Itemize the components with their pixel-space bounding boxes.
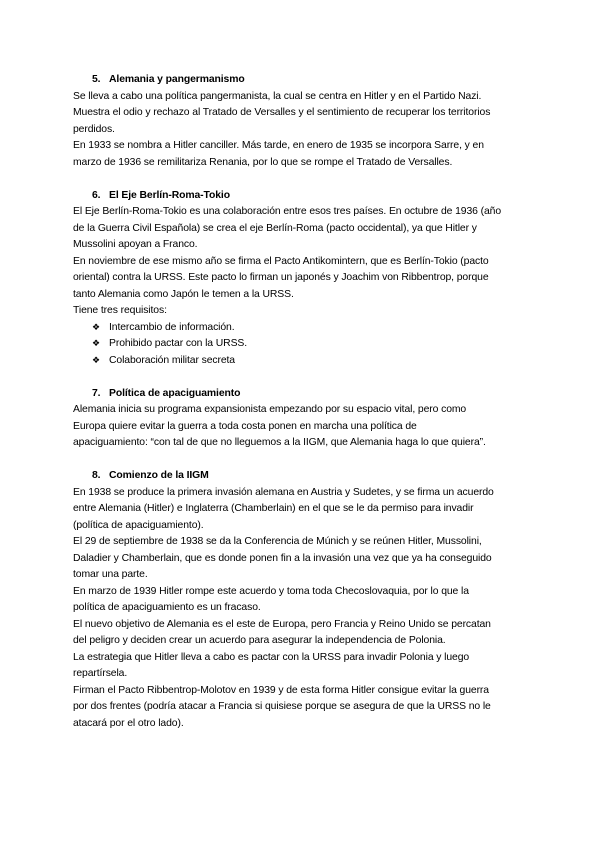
section-8-line-4: El 29 de septiembre de 1938 se da la Conferencia de Múnich y se reúnen Hitler, Mussolini, [73, 536, 482, 547]
diamond-bullet-icon: ❖ [92, 339, 100, 349]
section-6-line-2: de la Guerra Civil Española) se crea el eje Berlín-Roma (pacto occidental), ya que Hitler y [73, 222, 477, 234]
section-6-line-3: Mussolini apoyan a Franco. [73, 239, 198, 250]
section-8-line-6: tomar una parte. [73, 569, 148, 580]
section-number: 6. [92, 189, 101, 201]
section-number: 8. [92, 470, 101, 481]
section-8-line-7: En marzo de 1939 Hitler rompe este acuerdo y toma toda Checoslovaquia, por lo que la [73, 585, 469, 597]
section-8-line-2: entre Alemania (Hitler) e Inglaterra (Chamberlain) en el que se le da permiso para invadir [73, 503, 474, 514]
section-8-line-10: del peligro y deciden crear un acuerdo para asegurar la independencia de Polonia. [73, 635, 446, 646]
section-7-line-1: Alemania inicia su programa expansionista empezando por su espacio vital, pero como [73, 404, 467, 415]
section-title: Comienzo de la IIGM [109, 470, 209, 481]
section-number: 5. [92, 74, 101, 85]
section-number: 7. [92, 387, 101, 399]
section-8-line-9: El nuevo objetivo de Alemania es el este de Europa, pero Francia y Reino Unido se percatan [73, 618, 491, 630]
section-5-heading [92, 72, 533, 89]
section-8-line-11: La estrategia que Hitler lleva a cabo es pactar con la URSS para invadir Polonia y luego [73, 651, 470, 663]
section-8-line-14: por dos frentes (podría atacar a Francia si quisiese porque se asegura de que la URSS no le [73, 701, 491, 712]
section-7-line-3: apaciguamiento: “con tal de que no lleguemos a la IIGM, que Alemania haga lo que quiera”. [73, 437, 486, 448]
section-5-line-4: En 1933 se nombra a Hitler canciller. Más tarde, en enero de 1935 se incorpora Sarre, y en [73, 140, 484, 151]
section-5-line-2: Muestra el odio y rechazo al Tratado de Versalles y el sentimiento de recuperar los territorios [73, 107, 491, 118]
section-6-line-4: En noviembre de ese mismo año se firma el Pacto Antikomintern, que es Berlín-Tokio (pacto [73, 255, 489, 267]
diamond-bullet-icon: ❖ [92, 355, 100, 366]
section-title: El Eje Berlín-Roma-Tokio [109, 189, 230, 201]
section-6-line-1: El Eje Berlín-Roma-Tokio es una colaboración entre esos tres países. En octubre de 1936 (año [73, 206, 502, 217]
section-7-line-2: Europa quiere evitar la guerra a toda costa ponen en marcha una política de [73, 420, 417, 432]
section-8-line-3: (política de apaciguamiento). [73, 519, 204, 531]
list-item: ❖ Colaboración militar secreta [92, 353, 533, 370]
section-6-line-6: tanto Alemania como Japón le temen a la URSS. [73, 288, 294, 300]
section-title: Política de apaciguamiento [109, 387, 241, 399]
section-8-line-12: repartírsela. [73, 668, 128, 679]
list-item: ❖ Intercambio de información. [92, 320, 533, 337]
section-6-line-7: Tiene tres requisitos: [73, 305, 167, 316]
section-5-line-1: Se lleva a cabo una política pangermanista, la cual se centra en Hitler y en el Partido Nazi. [73, 90, 482, 102]
section-8-line-5: Daladier y Chamberlain, que es donde ponen fin a la invasión una vez que ya ha conseguido [73, 552, 492, 564]
diamond-bullet-icon: ❖ [92, 322, 100, 333]
section-8-line-1: En 1938 se produce la primera invasión alemana en Austria y Sudetes, y se firma un acuerdo [73, 486, 494, 498]
requirements-list [73, 320, 533, 370]
section-title: Alemania y pangermanismo [109, 74, 245, 85]
section-5-line-3: perdidos. [73, 123, 115, 135]
document-page [73, 72, 533, 732]
section-8-line-15: atacará por el otro lado). [73, 717, 184, 729]
section-8-line-13: Firman el Pacto Ribbentrop-Molotov en 1939 y de esta forma Hitler consigue evitar la guerra [73, 684, 489, 696]
section-7-heading [92, 386, 533, 403]
section-6-line-5: oriental) contra la URSS. Este pacto lo firman un japonés y Joachim von Ribbentrop, porque [73, 272, 489, 283]
list-item: ❖ Prohibido pactar con la URSS. [92, 336, 533, 353]
section-6-heading [92, 188, 533, 205]
section-8-heading [92, 468, 533, 485]
section-8-line-8: política de apaciguamiento es un fracaso. [73, 602, 261, 613]
section-5-line-5: marzo de 1936 se remilitariza Renania, por lo que se rompe el Tratado de Versalles. [73, 156, 453, 168]
